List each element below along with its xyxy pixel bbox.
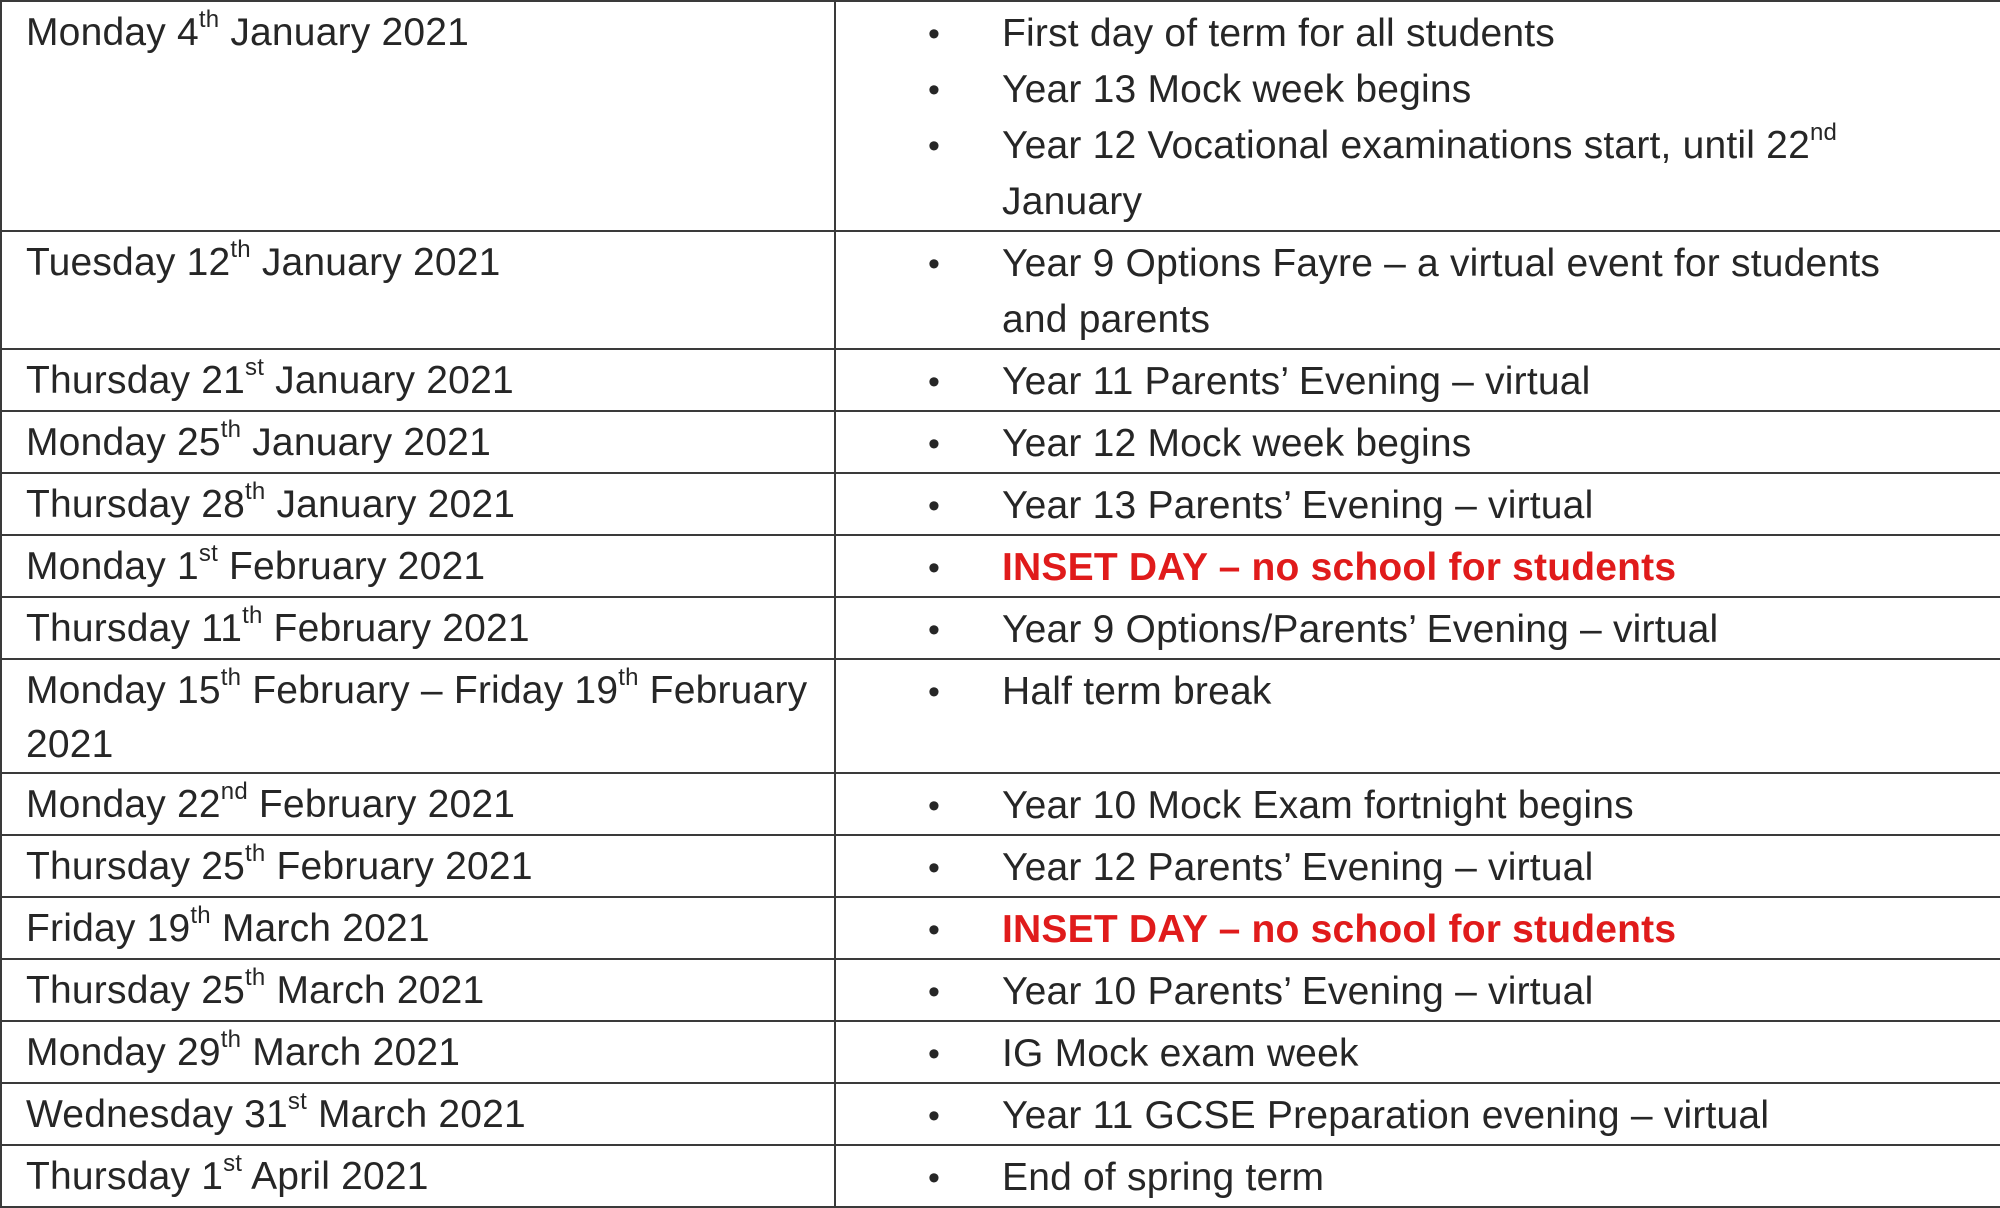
ordinal-suffix: th <box>245 478 266 505</box>
text-segment: Half term break <box>1002 670 1272 713</box>
table-row <box>1 231 2000 349</box>
event-cell <box>835 231 2000 349</box>
event-cell <box>835 535 2000 597</box>
event-text <box>1002 1156 1324 1199</box>
date-cell <box>1 835 835 897</box>
event-cell <box>835 597 2000 659</box>
bullet-icon: • <box>928 611 941 649</box>
event-cell <box>835 1083 2000 1145</box>
text-segment: Thursday 25 <box>26 845 245 888</box>
text-segment: Monday 4 <box>26 11 199 54</box>
date-cell <box>1 897 835 959</box>
date-cell <box>1 597 835 659</box>
bullet-icon: • <box>928 15 941 53</box>
text-segment: February 2021 <box>262 607 530 650</box>
date-cell <box>1 535 835 597</box>
event-text <box>1002 1094 1769 1137</box>
ordinal-suffix: nd <box>220 778 248 805</box>
event-text <box>1002 908 1676 951</box>
text-segment: Thursday 11 <box>26 607 243 650</box>
text-segment: February 2021 <box>265 845 533 888</box>
bullet-icon: • <box>928 673 941 711</box>
text-segment: Year 13 Parents’ Evening – virtual <box>1002 484 1594 527</box>
ordinal-suffix: th <box>198 6 220 33</box>
ordinal-suffix: th <box>190 902 211 929</box>
event-item <box>836 1150 2000 1206</box>
event-list <box>836 660 2000 720</box>
text-segment: Thursday 25 <box>26 969 245 1012</box>
bullet-icon: • <box>928 849 941 887</box>
event-list <box>836 232 2000 348</box>
event-text <box>1002 784 1634 827</box>
event-item <box>836 778 2000 834</box>
table-row <box>1 959 2000 1021</box>
bullet-icon: • <box>928 973 941 1011</box>
event-cell <box>835 473 2000 535</box>
ordinal-suffix: nd <box>1809 119 1838 146</box>
event-item <box>836 602 2000 658</box>
text-segment: Tuesday 12 <box>26 241 231 284</box>
text-segment: INSET DAY – no school for students <box>1002 546 1677 589</box>
table-row <box>1 1021 2000 1083</box>
text-segment: Year 10 Mock Exam fortnight begins <box>1002 784 1634 827</box>
text-segment: Monday 15 <box>26 669 221 712</box>
event-cell <box>835 411 2000 473</box>
table-row <box>1 897 2000 959</box>
event-list <box>836 1022 2000 1082</box>
bullet-icon: • <box>928 363 941 401</box>
text-segment: Year 11 GCSE Preparation evening – virtual <box>1002 1094 1770 1137</box>
ordinal-suffix: th <box>245 840 266 867</box>
event-text <box>1002 484 1593 527</box>
text-segment: March 2021 <box>241 1031 461 1074</box>
text-segment: Year 12 Parents’ Evening – virtual <box>1002 846 1594 889</box>
event-item <box>836 478 2000 534</box>
text-segment: January <box>1002 180 1143 223</box>
ordinal-suffix: th <box>220 1026 242 1053</box>
event-text <box>1002 1032 1359 1075</box>
text-segment: Wednesday 31 <box>26 1093 288 1136</box>
text-segment: Year 10 Parents’ Evening – virtual <box>1002 970 1594 1013</box>
bullet-icon: • <box>928 127 941 165</box>
text-segment: Friday 19 <box>26 907 191 950</box>
bullet-icon: • <box>928 71 941 109</box>
bullet-icon: • <box>928 245 941 283</box>
text-segment: February 2021 <box>217 545 486 588</box>
event-item <box>836 964 2000 1020</box>
text-segment: January 2021 <box>250 241 501 284</box>
table-row <box>1 835 2000 897</box>
text-segment: February 2021 <box>247 783 516 826</box>
text-segment: Year 9 Options/Parents’ Evening – virtual <box>1002 608 1719 651</box>
text-segment: Thursday 21 <box>26 359 245 402</box>
bullet-icon: • <box>928 787 941 825</box>
event-item-highlighted <box>836 540 2000 596</box>
ordinal-suffix: th <box>242 602 263 629</box>
event-item <box>836 236 2000 348</box>
text-segment: Monday 22 <box>26 783 221 826</box>
date-cell <box>1 473 835 535</box>
event-item <box>836 62 2000 118</box>
date-cell <box>1 1083 835 1145</box>
event-item-highlighted <box>836 902 2000 958</box>
ordinal-suffix: st <box>245 354 265 381</box>
ordinal-suffix: th <box>230 236 251 263</box>
ordinal-suffix: st <box>287 1088 307 1115</box>
ordinal-suffix: th <box>245 964 266 991</box>
bullet-icon: • <box>928 911 941 949</box>
event-cell <box>835 659 2000 773</box>
table-row <box>1 773 2000 835</box>
text-segment: Year 12 Mock week begins <box>1002 422 1472 465</box>
event-cell <box>835 349 2000 411</box>
text-segment: Monday 25 <box>26 421 221 464</box>
text-segment: April 2021 <box>242 1155 429 1198</box>
event-item <box>836 6 2000 62</box>
bullet-icon: • <box>928 1035 941 1073</box>
text-segment: March 2021 <box>265 969 485 1012</box>
ordinal-suffix: st <box>198 540 218 567</box>
event-item <box>836 118 2000 230</box>
event-item <box>836 416 2000 472</box>
table-row <box>1 473 2000 535</box>
date-cell <box>1 959 835 1021</box>
event-text <box>1002 360 1591 403</box>
event-text <box>1002 608 1718 651</box>
event-list <box>836 474 2000 534</box>
event-list <box>836 836 2000 896</box>
bullet-icon: • <box>928 487 941 525</box>
table-row <box>1 349 2000 411</box>
event-item <box>836 1026 2000 1082</box>
ordinal-suffix: th <box>220 416 242 443</box>
text-segment: Year 11 Parents’ Evening – virtual <box>1002 360 1591 403</box>
event-cell <box>835 835 2000 897</box>
event-cell <box>835 1021 2000 1083</box>
text-segment: March 2021 <box>306 1093 526 1136</box>
date-cell <box>1 1021 835 1083</box>
text-segment: February – Friday 19 <box>241 669 619 712</box>
event-list <box>836 598 2000 658</box>
event-item <box>836 1088 2000 1144</box>
text-segment: January 2021 <box>264 359 514 402</box>
text-segment: March 2021 <box>210 907 430 950</box>
text-segment: End of spring term <box>1002 1156 1325 1199</box>
table-row <box>1 535 2000 597</box>
table-row <box>1 411 2000 473</box>
text-segment: Thursday 28 <box>26 483 245 526</box>
event-text <box>1002 670 1272 713</box>
date-cell <box>1 659 835 773</box>
event-item <box>836 664 2000 720</box>
event-list <box>836 1146 2000 1206</box>
event-item <box>836 354 2000 410</box>
text-segment: Year 12 Vocational examinations start, until 22 <box>1002 124 1810 167</box>
text-segment: Year 9 Options Fayre – a virtual event for students and parents <box>1002 242 1881 341</box>
event-list <box>836 960 2000 1020</box>
event-list <box>836 774 2000 834</box>
term-dates-body <box>1 1 2000 1207</box>
text-segment: February 2021 <box>26 669 808 766</box>
event-text <box>1002 242 1880 341</box>
event-cell <box>835 1 2000 231</box>
table-row <box>1 659 2000 773</box>
event-text <box>1002 68 1471 111</box>
ordinal-suffix: st <box>223 1150 243 1177</box>
event-cell <box>835 959 2000 1021</box>
date-cell <box>1 1145 835 1207</box>
bullet-icon: • <box>928 1097 941 1135</box>
date-cell <box>1 349 835 411</box>
text-segment: IG Mock exam week <box>1002 1032 1359 1075</box>
event-list <box>836 536 2000 596</box>
event-text <box>1002 12 1555 55</box>
date-cell <box>1 231 835 349</box>
event-text <box>1002 970 1593 1013</box>
event-text <box>1002 846 1593 889</box>
text-segment: January 2021 <box>219 11 470 54</box>
event-text <box>1002 119 1838 223</box>
bullet-icon: • <box>928 549 941 587</box>
event-list <box>836 1084 2000 1144</box>
event-cell <box>835 1145 2000 1207</box>
text-segment: January 2021 <box>265 483 516 526</box>
event-text <box>1002 422 1471 465</box>
text-segment: January 2021 <box>241 421 491 464</box>
table-row <box>1 1 2000 231</box>
event-list <box>836 898 2000 958</box>
text-segment: Year 13 Mock week begins <box>1002 68 1472 111</box>
table-row <box>1 1145 2000 1207</box>
event-list <box>836 2 2000 230</box>
text-segment: First day of term for all students <box>1002 12 1555 55</box>
event-cell <box>835 897 2000 959</box>
text-segment: Monday 1 <box>26 545 199 588</box>
date-cell <box>1 411 835 473</box>
ordinal-suffix: th <box>618 664 639 691</box>
bullet-icon: • <box>928 425 941 463</box>
text-segment: Monday 29 <box>26 1031 221 1074</box>
event-list <box>836 412 2000 472</box>
date-cell <box>1 773 835 835</box>
event-list <box>836 350 2000 410</box>
event-text <box>1002 546 1676 589</box>
text-segment: Thursday 1 <box>26 1155 224 1198</box>
date-cell <box>1 1 835 231</box>
table-row <box>1 597 2000 659</box>
event-cell <box>835 773 2000 835</box>
event-item <box>836 840 2000 896</box>
bullet-icon: • <box>928 1159 941 1197</box>
text-segment: INSET DAY – no school for students <box>1002 908 1677 951</box>
table-row <box>1 1083 2000 1145</box>
ordinal-suffix: th <box>220 664 242 691</box>
